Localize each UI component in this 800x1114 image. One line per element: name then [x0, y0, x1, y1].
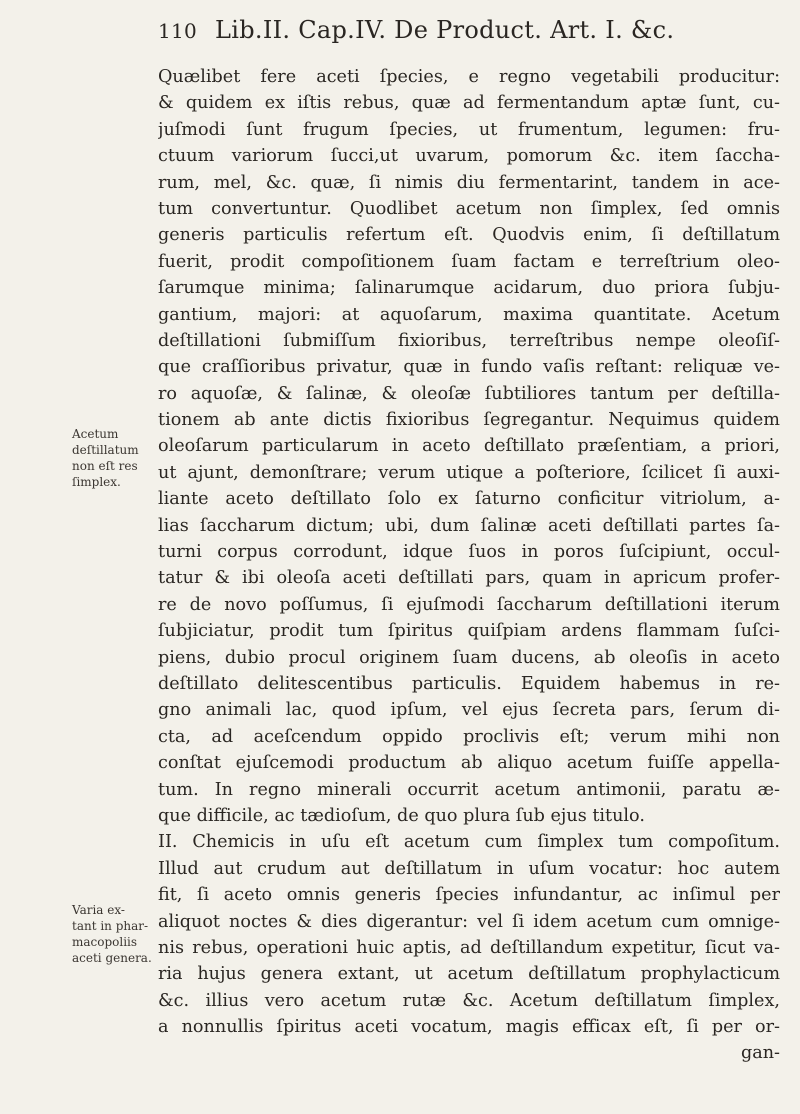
text-line: deſtillationi ſubmiſſum fixioribus, terreſtribus nempe oleoſiſ-: [158, 330, 780, 351]
text-line: lias ſaccharum dictum; ubi, dum ſalinæ aceti deſtillati partes ſa-: [158, 515, 780, 536]
text-line: conſtat ejuſcemodi productum ab aliquo acetum fuiſſe appella-: [158, 753, 780, 774]
marginal-note-line: tant in phar-: [72, 919, 149, 933]
marginal-note: [72, 902, 152, 966]
text-line: ſubjiciatur, prodit tum ſpiritus quiſpiam ardens flammam ſuſci-: [158, 621, 780, 642]
text-line: que difficile, ac tædioſum, de quo plura ſub ejus titulo.: [158, 805, 645, 826]
marginal-note-line: macopoliis: [72, 935, 138, 949]
text-line: ro aquoſæ, & ſalinæ, & oleoſæ ſubtiliores tantum per deſtilla-: [158, 383, 780, 404]
text-line: tum. In regno minerali occurrit acetum antimonii, paratu æ-: [158, 779, 780, 800]
text-line: que craſſioribus privatur, quæ in fundo vaſis reſtant: reliquæ ve-: [158, 357, 780, 378]
page-number: 110: [158, 19, 198, 43]
text-line: tum convertuntur. Quodlibet acetum non ſimplex, ſed omnis: [158, 198, 780, 219]
marginal-note: [72, 426, 142, 490]
text-line: re de novo poſſumus, ſi ejuſmodi ſaccharum deſtillationi iterum: [158, 594, 780, 615]
text-line: a nonnullis ſpiritus aceti vocatum, magis efficax eſt, ſi per or-: [158, 1017, 780, 1038]
text-line: oleoſarum particularum in aceto deſtillato præſentiam, a priori,: [158, 436, 780, 457]
text-line: tionem ab ante dictis fixioribus ſegregantur. Nequimus quidem: [158, 410, 780, 431]
catchword: gan-: [740, 1043, 780, 1064]
marginal-note-line: ſimplex.: [72, 475, 121, 489]
text-line: fuerit, prodit compoſitionem ſuam factam e terreſtrium oleo-: [158, 251, 780, 272]
body-text: [158, 64, 780, 1067]
text-line: gno animali lac, quod ipſum, vel ejus ſecreta pars, ſerum di-: [158, 700, 780, 721]
text-line: juſmodi ſunt frugum ſpecies, ut frumentum, legumen: fru-: [158, 119, 780, 140]
text-line: turni corpus corrodunt, idque ſuos in poros ſuſcipiunt, occul-: [158, 542, 780, 563]
text-line: ſarumque minima; ſalinarumque acidarum, duo priora ſubju-: [158, 278, 780, 299]
text-line: fit, ſi aceto omnis generis ſpecies infundantur, ac inſimul per: [158, 885, 780, 906]
marginal-note-line: Varia ex-: [72, 903, 125, 917]
text-line: liante aceto deſtillato ſolo ex ſaturno conficitur vitriolum, a-: [158, 489, 780, 510]
text-line: II. Chemicis in uſu eſt acetum cum ſimplex tum compoſitum.: [158, 832, 780, 853]
marginal-note-line: non eſt res: [72, 459, 138, 473]
text-line: aliquot noctes & dies digerantur: vel ſi idem acetum cum omnige-: [158, 911, 780, 932]
text-line: Quælibet fere aceti ſpecies, e regno vegetabili producitur:: [158, 67, 780, 87]
marginal-note-line: deſtillatum: [72, 443, 139, 457]
text-line: &c. illius vero acetum rutæ &c. Acetum deſtillatum ſimplex,: [158, 990, 780, 1011]
text-line: Illud aut crudum aut deſtillatum in uſum vocatur: hoc autem: [158, 858, 780, 879]
text-line: ria hujus genera extant, ut acetum deſtillatum prophylacticum: [158, 964, 780, 985]
text-line: nis rebus, operationi huic aptis, ad deſtillandum expetitur, ſicut va-: [158, 937, 780, 958]
text-line: tatur & ibi oleoſa aceti deſtillati pars, quam in apricum profer-: [158, 568, 780, 589]
text-line: ctuum variorum ſucci,ut uvarum, pomorum &c. item ſaccha-: [158, 146, 780, 167]
marginal-note-line: aceti genera.: [72, 951, 152, 965]
text-line: gantium, majori: at aquoſarum, maxima quantitate. Acetum: [158, 304, 780, 325]
running-header: [158, 16, 778, 44]
text-line: ut ajunt, demonſtrare; verum utique a poſteriore, ſcilicet ſi auxi-: [158, 462, 780, 483]
text-line: cta, ad aceſcendum oppido proclivis eſt; verum mihi non: [158, 726, 780, 747]
text-line: generis particulis refertum eſt. Quodvis enim, ſi deſtillatum: [158, 225, 780, 246]
marginal-note-line: Acetum: [72, 427, 119, 441]
text-line: & quidem ex iſtis rebus, quæ ad fermentandum aptæ ſunt, cu-: [158, 93, 780, 114]
text-line: rum, mel, &c. quæ, ſi nimis diu fermentarint, tandem in ace-: [158, 172, 780, 193]
running-title: Lib.II. Cap.IV. De Product. Art. I. &c.: [215, 16, 675, 44]
text-line: piens, dubio procul originem ſuam ducens, ab oleoſis in aceto: [158, 647, 780, 668]
text-line: deſtillato delitescentibus particulis. Equidem habemus in re-: [158, 673, 780, 694]
